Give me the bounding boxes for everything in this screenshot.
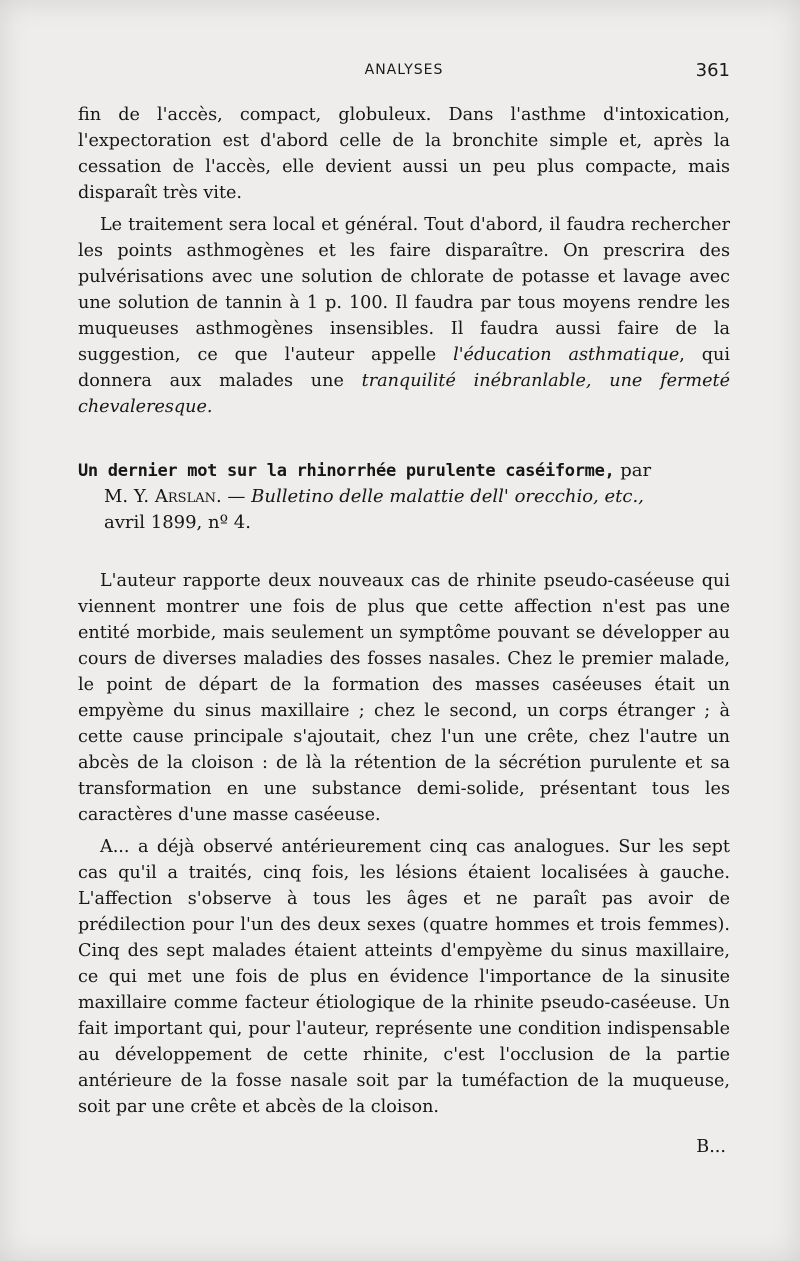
- paragraph-treatment: [78, 212, 730, 420]
- signature: B...: [696, 1137, 726, 1157]
- section-date: avril 1899, nº 4.: [104, 512, 251, 533]
- page-header: [78, 60, 730, 88]
- section-title: Un dernier mot sur la rhinorrhée purulente caséiforme,: [78, 461, 615, 481]
- page-number: 361: [695, 60, 730, 81]
- paragraph-observations: A... a déjà observé antérieurement cinq cas analogues. Sur les sept cas qu'il a traités, cinq fois, les lésions étaient localisées à gauche. L'affection s'observe à tous les âges et ne paraît pas avoir de prédilection pour l'un des deux sexes (quatre hommes et trois femmes). Cinq des sept malades étaient atteints d'empyème du sinus maxillaire, ce qui met une fois de plus en évidence l'importance de la sinusite maxillaire comme facteur étiologique de la rhinite pseudo-caséeuse. Un fait important qui, pour l'auteur, représente une condition indispensable au développement de cette rhinite, c'est l'occlusion de la partie antérieure de la fosse nasale soit par la tuméfaction de la muqueuse, soit par une crête et abcès de la cloison.: [78, 837, 730, 1117]
- section-author-prefix: M. Y.: [104, 486, 155, 507]
- running-head: ANALYSES: [364, 62, 444, 78]
- section-journal: Bulletino delle malattie dell' orecchio, etc.,: [251, 486, 644, 507]
- section-dash: . —: [215, 486, 252, 507]
- paragraph-treatment-text: Le traitement sera local et général. Tout d'abord, il faudra rechercher les points asthmogènes et les faire disparaître. On prescrira des pulvérisations avec une solution de chlorate de potasse et lavage avec une solution de tannin à 1 p. 100. Il faudra par tous moyens rendre les muqueuses asthmogènes insensibles. Il faudra aussi faire de la suggestion, ce que l'auteur appelle: [78, 215, 730, 365]
- paragraph-continuation: fin de l'accès, compact, globuleux. Dans l'asthme d'intoxication, l'expectoration est d'abord celle de la bronchite simple et, après la cessation de l'accès, elle devient aussi un peu plus compacte, mais disparaît très vite.: [78, 105, 730, 203]
- paragraph-treatment-emphasis-1: l'éducation asthmatique: [453, 345, 680, 365]
- section-author-name: Arslan: [154, 486, 216, 507]
- paragraph-treatment-emphasis-2: tranquilité inébranlable, une fermeté chevaleresque.: [78, 371, 730, 417]
- body-text: [78, 102, 730, 1160]
- paragraph-cases: L'auteur rapporte deux nouveaux cas de rhinite pseudo-caséeuse qui viennent montrer une fois de plus que cette affection n'est pas une entité morbide, mais seulement un symptôme pouvant se développer au cours de diverses maladies des fosses nasales. Chez le premier malade, le point de départ de la formation des masses caséeuses était un empyème du sinus maxillaire ; chez le second, un corps étranger ; à cette cause principale s'ajoutait, chez l'un une crête, chez l'autre un abcès de la cloison : de là la rétention de la sécrétion purulente et sa transformation en une substance demi-solide, présentant tous les caractères d'une masse caséeuse.: [78, 571, 730, 825]
- section-reference: [78, 484, 730, 510]
- section-heading: [78, 458, 730, 536]
- section-title-par: par: [614, 460, 652, 481]
- paragraph-treatment-mid: , qui donnera aux malades une: [78, 345, 731, 391]
